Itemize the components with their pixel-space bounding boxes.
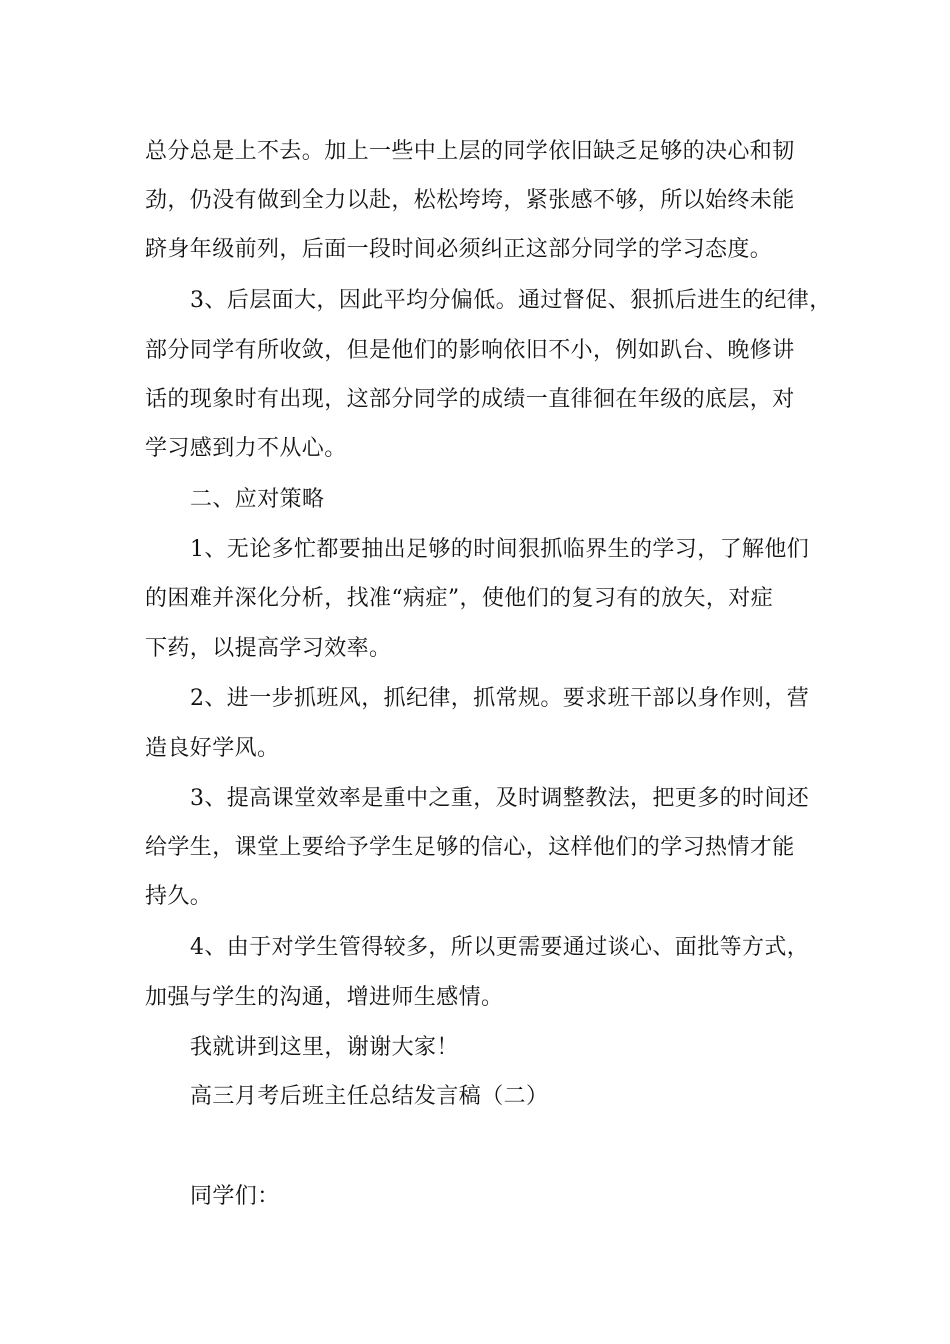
paragraph-line: 学习感到力不从心。 <box>145 436 347 461</box>
paragraph-line: 3、提高课堂效率是重中之重，及时调整教法，把更多的时间还 <box>190 786 810 811</box>
paragraph-line: 造良好学风。 <box>145 736 280 761</box>
section-heading: 二、应对策略 <box>190 487 325 512</box>
paragraph-line: 下药，以提高学习效率。 <box>145 636 392 661</box>
paragraph-line: 的困难并深化分析，找准“病症”，使他们的复习有的放矢，对症 <box>145 586 774 611</box>
paragraph-line: 加强与学生的沟通，增进师生感情。 <box>145 985 504 1010</box>
paragraph-line: 给学生，课堂上要给予学生足够的信心，这样他们的学习热情才能 <box>145 835 795 860</box>
paragraph-line: 跻身年级前列，后面一段时间必须纠正这部分同学的学习态度。 <box>145 237 773 262</box>
paragraph-line: 劲，仍没有做到全力以赴，松松垮垮，紧张感不够，所以始终未能 <box>145 188 795 213</box>
paragraph-line: 总分总是上不去。加上一些中上层的同学依旧缺乏足够的决心和韧 <box>145 139 795 164</box>
paragraph-line: 4、由于对学生管得较多，所以更需要通过谈心、面批等方式， <box>190 935 810 960</box>
closing-line: 我就讲到这里，谢谢大家！ <box>190 1035 459 1060</box>
paragraph-line: 1、无论多忙都要抽出足够的时间狠抓临界生的学习，了解他们 <box>190 537 810 562</box>
paragraph-line: 话的现象时有出现，这部分同学的成绩一直徘徊在年级的底层，对 <box>145 387 795 412</box>
speech-title: 高三月考后班主任总结发言稿（二） <box>190 1084 549 1109</box>
paragraph-line: 部分同学有所收敛，但是他们的影响依旧不小，例如趴台、晚修讲 <box>145 338 795 363</box>
salutation: 同学们： <box>190 1184 280 1209</box>
paragraph-line: 3、后层面大，因此平均分偏低。通过督促、狠抓后进生的纪律， <box>190 288 832 313</box>
paragraph-line: 持久。 <box>145 884 213 909</box>
paragraph-line: 2、进一步抓班风，抓纪律，抓常规。要求班干部以身作则，营 <box>190 686 810 711</box>
